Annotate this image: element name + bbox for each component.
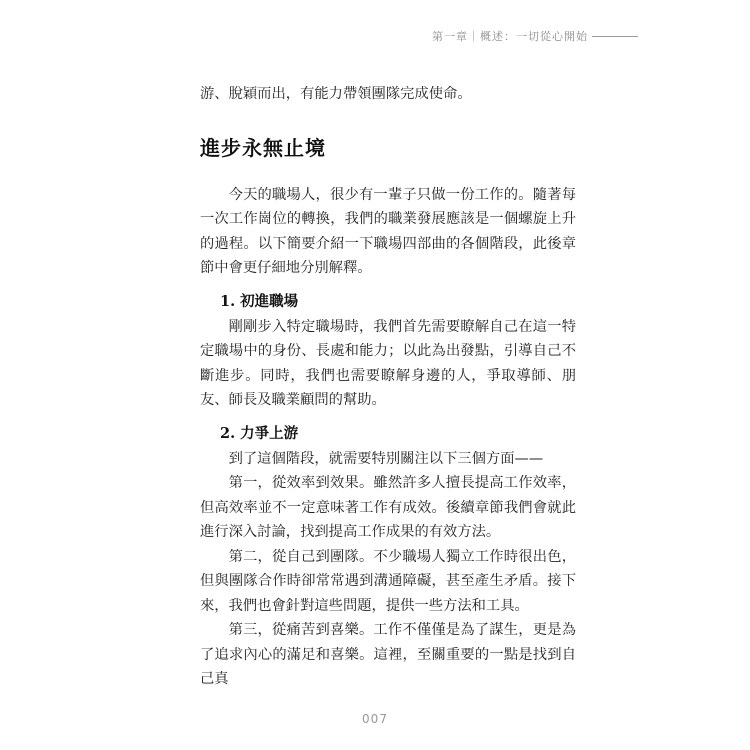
page-number: 007: [362, 712, 388, 726]
subsection-2-paragraph-2: 第一，從效率到效果。雖然許多人擅長提高工作效率，但高效率並不一定意味著工作有成效。後續章節我們會就此進行深入討論，找到提高工作成果的有效方法。: [200, 475, 576, 540]
subsection-2-paragraph-4: 第三，從痛苦到喜樂。工作不僅僅是為了謀生，更是為了追求內心的滿足和喜樂。這裡，至關重要的一點是找到自己真: [200, 622, 576, 687]
intro-line: 游、脫穎而出，有能力帶領團隊完成使命。: [200, 86, 472, 102]
section-title: 進步永無止境: [200, 135, 326, 160]
subsection-title-1: 1. 初進職場: [220, 292, 299, 310]
header-rule: [592, 36, 638, 37]
running-header: [432, 28, 638, 44]
subsection-2-paragraph-1: 到了這個階段，就需要特別關注以下三個方面——: [228, 450, 544, 467]
page-content: [200, 82, 576, 692]
running-header-title: 第一章｜概述：一切從心開始: [432, 30, 588, 43]
subsection-2-paragraph-3: 第二，從自己到團隊。不少職場人獨立工作時很出色，但與團隊合作時卻常常遇到溝通障礙，甚至產生矛盾。接下來，我們也會針對這些問題，提供一些方法和工具。: [200, 548, 576, 614]
subsection-1-paragraph: 剛剛步入特定職場時，我們首先需要瞭解自己在這一特定職場中的身份、長處和能力；以此為出發點，引導自己不斷進步。同時，我們也需要瞭解身邊的人，爭取導師、朋友、師長及職業顧問的幫助。: [200, 318, 576, 408]
subsection-title-2: 2. 力爭上游: [220, 424, 299, 442]
section-paragraph: 今天的職場人，很少有一輩子只做一份工作的。隨著每一次工作崗位的轉換，我們的職業發展應該是一個螺旋上升的過程。以下簡要介紹一下職場四部曲的各個階段，此後章節中會更仔細地分別解釋。: [200, 186, 576, 276]
